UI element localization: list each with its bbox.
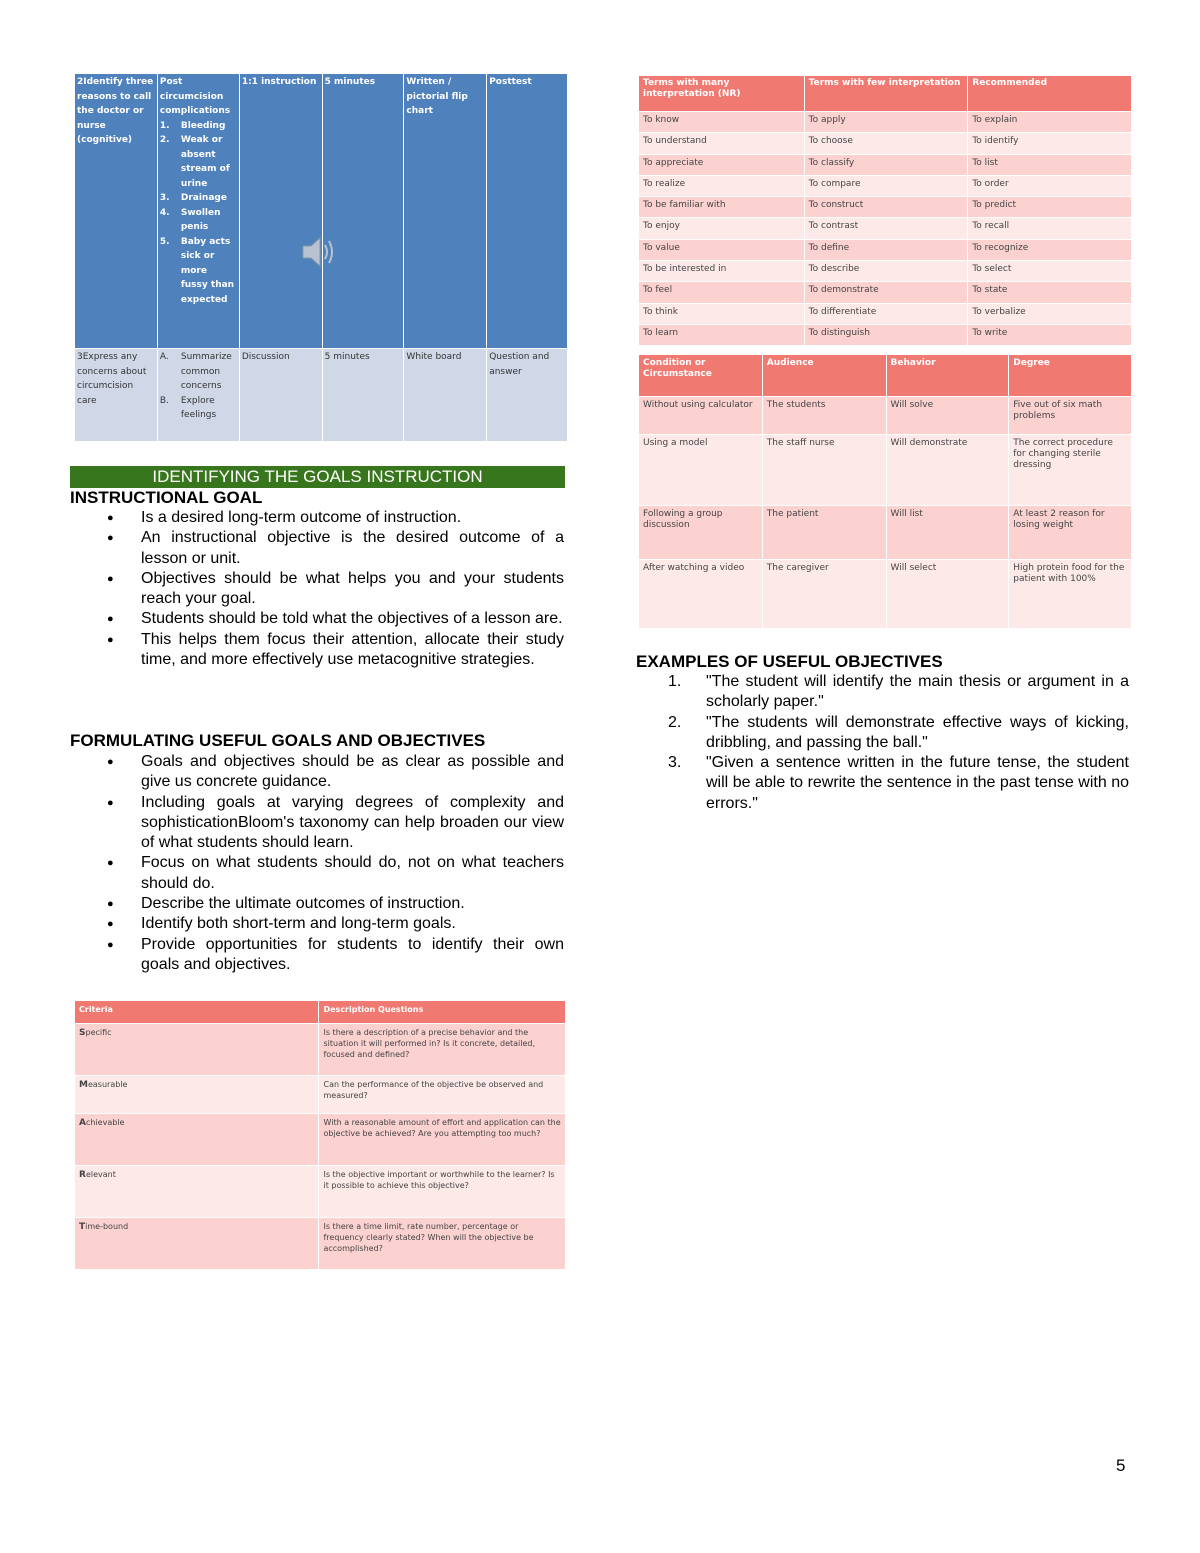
table-cell: To distinguish bbox=[804, 324, 968, 345]
table-cell: To recall bbox=[968, 218, 1132, 239]
table-cell: To verbalize bbox=[968, 303, 1132, 324]
list-item bbox=[160, 394, 237, 423]
list-item: ● An instructional objective is the desired outcome of a lesson or unit. bbox=[70, 528, 564, 569]
column-header: Audience bbox=[762, 355, 886, 397]
list-item: ● Identify both short-term and long-term goals. bbox=[70, 914, 564, 934]
table-cell: After watching a video bbox=[639, 560, 763, 629]
table-header-row bbox=[639, 355, 1132, 397]
table-row bbox=[75, 1218, 566, 1270]
table-cell: Will demonstrate bbox=[886, 435, 1009, 506]
table-cell: To choose bbox=[804, 133, 968, 154]
smart-criteria-table bbox=[74, 1000, 566, 1270]
table-cell: To learn bbox=[639, 324, 805, 345]
table-row bbox=[639, 282, 1132, 303]
lp-content-list bbox=[160, 350, 237, 423]
list-item: ● Is a desired long-term outcome of instruction. bbox=[70, 508, 564, 528]
list-item bbox=[668, 753, 1129, 814]
table-cell: The caregiver bbox=[762, 560, 886, 629]
formulating-list bbox=[70, 752, 564, 975]
list-text: Swollen penis bbox=[180, 207, 221, 232]
instructional-goal-list bbox=[70, 508, 564, 670]
table-cell: To contrast bbox=[804, 218, 968, 239]
list-text: "The student will identify the main thesis or argument in a scholarly paper." bbox=[706, 673, 1129, 711]
table-cell: To be familiar with bbox=[639, 197, 805, 218]
list-item: ● Focus on what students should do, not on what teachers should do. bbox=[70, 853, 564, 894]
lp-content-list bbox=[160, 119, 237, 308]
table-row bbox=[639, 397, 1132, 435]
lp-objective: 2Identify three reasons to call the doctor or nurse (cognitive) bbox=[75, 74, 158, 349]
page-number: 5 bbox=[1116, 1456, 1126, 1475]
lp-method: 1:1 instruction bbox=[239, 74, 322, 349]
table-cell: At least 2 reason for losing weight bbox=[1009, 506, 1132, 560]
column-header: Terms with many interpretation (NR) bbox=[639, 76, 805, 112]
terms-table bbox=[638, 75, 1132, 346]
list-item bbox=[160, 191, 237, 206]
lp-resources: White board bbox=[404, 349, 487, 442]
criteria-rest: pecific bbox=[85, 1028, 112, 1037]
table-cell: The staff nurse bbox=[762, 435, 886, 506]
list-item bbox=[160, 235, 237, 308]
description-cell: With a reasonable amount of effort and application can the objective be achieved? Are you attempting too much? bbox=[319, 1114, 566, 1166]
table-cell: To realize bbox=[639, 175, 805, 196]
list-item: ● This helps them focus their attention, allocate their study time, and more effectively use metacognitive strategies. bbox=[70, 630, 564, 671]
table-cell: To order bbox=[968, 175, 1132, 196]
list-number: 5. bbox=[159, 236, 170, 247]
examples-heading: EXAMPLES OF USEFUL OBJECTIVES bbox=[636, 652, 943, 671]
table-cell: The patient bbox=[762, 506, 886, 560]
criteria-rest: elevant bbox=[85, 1170, 116, 1179]
column-header: Terms with few interpretation bbox=[804, 76, 968, 112]
list-item bbox=[160, 350, 237, 394]
lp-resources: Written / pictorial flip chart bbox=[404, 74, 487, 349]
lp-objective: 3Express any concerns about circumcision care bbox=[75, 349, 158, 442]
criteria-rest: ime-bound bbox=[85, 1222, 129, 1231]
table-cell: To explain bbox=[968, 112, 1132, 133]
criteria-rest: chievable bbox=[85, 1118, 125, 1127]
table-cell: Without using calculator bbox=[639, 397, 763, 435]
table-cell: To classify bbox=[804, 154, 968, 175]
table-row bbox=[639, 112, 1132, 133]
table-cell: To state bbox=[968, 282, 1132, 303]
criteria-initial: M bbox=[79, 1080, 88, 1090]
list-text: Baby acts sick or more fussy than expected bbox=[180, 236, 235, 305]
speaker-icon[interactable] bbox=[300, 234, 340, 270]
list-item: ● Students should be told what the objectives of a lesson are. bbox=[70, 609, 564, 629]
table-cell: To identify bbox=[968, 133, 1132, 154]
list-item: ● Provide opportunities for students to identify their own goals and objectives. bbox=[70, 935, 564, 976]
table-cell: To understand bbox=[639, 133, 805, 154]
table-cell: High protein food for the patient with 100% bbox=[1009, 560, 1132, 629]
table-row bbox=[639, 154, 1132, 175]
table-cell: To compare bbox=[804, 175, 968, 196]
list-text: "The students will demonstrate effective ways of kicking, dribbling, and passing the ball." bbox=[706, 713, 1129, 751]
list-number: 4. bbox=[159, 207, 170, 218]
table-row bbox=[639, 435, 1132, 506]
section-banner: IDENTIFYING THE GOALS INSTRUCTION bbox=[70, 466, 565, 488]
table-row bbox=[639, 218, 1132, 239]
lp-method: Discussion bbox=[239, 349, 322, 442]
abcd-objectives-table bbox=[638, 354, 1132, 629]
table-row bbox=[639, 175, 1132, 196]
table-row bbox=[639, 560, 1132, 629]
column-header: Behavior bbox=[886, 355, 1009, 397]
list-number: 1. bbox=[668, 673, 682, 690]
list-item: ● Objectives should be what helps you and your students reach your goal. bbox=[70, 569, 564, 610]
table-cell: Will select bbox=[886, 560, 1009, 629]
table-header-row bbox=[75, 1001, 566, 1024]
table-cell: To describe bbox=[804, 261, 968, 282]
criteria-initial: S bbox=[79, 1028, 86, 1038]
criteria-initial: A bbox=[79, 1118, 86, 1128]
examples-list bbox=[668, 672, 1129, 814]
table-cell: To appreciate bbox=[639, 154, 805, 175]
lp-content bbox=[157, 74, 239, 349]
list-number: B. bbox=[159, 395, 169, 406]
table-cell: Five out of six math problems bbox=[1009, 397, 1132, 435]
table-row bbox=[639, 506, 1132, 560]
table-cell: To differentiate bbox=[804, 303, 968, 324]
table-row bbox=[639, 324, 1132, 345]
table-cell: To define bbox=[804, 239, 968, 260]
table-cell: To be interested in bbox=[639, 261, 805, 282]
table-cell: To list bbox=[968, 154, 1132, 175]
list-item: ● Describe the ultimate outcomes of instruction. bbox=[70, 894, 564, 914]
lp-time: 5 minutes bbox=[322, 349, 404, 442]
table-cell: To think bbox=[639, 303, 805, 324]
table-cell: To recognize bbox=[968, 239, 1132, 260]
criteria-initial: R bbox=[79, 1170, 86, 1180]
instructional-goal-heading: INSTRUCTIONAL GOAL bbox=[70, 488, 263, 507]
lp-time: 5 minutes bbox=[322, 74, 404, 349]
list-number: 3. bbox=[668, 754, 682, 772]
criteria-cell bbox=[75, 1218, 319, 1270]
list-number: 2. bbox=[159, 135, 170, 145]
table-cell: To feel bbox=[639, 282, 805, 303]
table-header-row bbox=[639, 76, 1132, 112]
table-row bbox=[75, 1114, 566, 1166]
table-cell: To demonstrate bbox=[804, 282, 968, 303]
list-number: 2. bbox=[668, 713, 682, 731]
table-cell: Following a group discussion bbox=[639, 506, 763, 560]
table-cell: To value bbox=[639, 239, 805, 260]
table-cell: Will list bbox=[886, 506, 1009, 560]
table-row bbox=[75, 74, 568, 349]
list-item bbox=[160, 133, 237, 191]
list-item bbox=[160, 206, 237, 235]
table-row bbox=[639, 303, 1132, 324]
table-cell: The correct procedure for changing sterile dressing bbox=[1009, 435, 1132, 506]
table-row bbox=[639, 239, 1132, 260]
list-item: ● Goals and objectives should be as clear as possible and give us concrete guidance. bbox=[70, 752, 564, 793]
lp-content bbox=[157, 349, 239, 442]
list-item bbox=[160, 119, 237, 134]
table-cell: To know bbox=[639, 112, 805, 133]
list-number: A. bbox=[159, 352, 169, 362]
table-row bbox=[639, 261, 1132, 282]
criteria-cell bbox=[75, 1114, 319, 1166]
description-cell: Is there a description of a precise behavior and the situation it will performed in? Is it concrete, detailed, focused and defined? bbox=[319, 1024, 566, 1076]
list-text: Drainage bbox=[180, 193, 227, 203]
criteria-cell bbox=[75, 1166, 319, 1218]
list-text: Explore feelings bbox=[180, 395, 217, 420]
table-cell: To select bbox=[968, 261, 1132, 282]
criteria-cell bbox=[75, 1076, 319, 1114]
description-cell: Is there a time limit, rate number, percentage or frequency clearly stated? When will the objective be accomplished? bbox=[319, 1218, 566, 1270]
list-text: "Given a sentence written in the future tense, the student will be able to rewrite the sentence in the past tense with no errors." bbox=[706, 754, 1129, 812]
table-cell: The students bbox=[762, 397, 886, 435]
table-cell: Using a model bbox=[639, 435, 763, 506]
list-text: Bleeding bbox=[180, 120, 226, 131]
table-row bbox=[75, 1166, 566, 1218]
column-header: Description Questions bbox=[319, 1001, 566, 1024]
table-row bbox=[639, 133, 1132, 154]
lp-content-title: Post circumcision complications bbox=[159, 77, 231, 116]
list-number: 3. bbox=[159, 193, 170, 203]
criteria-initial: T bbox=[79, 1222, 86, 1232]
criteria-rest: easurable bbox=[87, 1080, 128, 1089]
table-cell: To write bbox=[968, 324, 1132, 345]
list-item: ● Including goals at varying degrees of complexity and sophisticationBloom's taxonomy can help broaden our view of what students should learn. bbox=[70, 793, 564, 854]
table-cell: To predict bbox=[968, 197, 1132, 218]
list-text: Summarize common concerns bbox=[180, 352, 232, 391]
list-text: Weak or absent stream of urine bbox=[180, 135, 230, 189]
table-row bbox=[75, 349, 568, 442]
table-cell: To enjoy bbox=[639, 218, 805, 239]
table-cell: To apply bbox=[804, 112, 968, 133]
column-header: Degree bbox=[1009, 355, 1132, 397]
table-row bbox=[75, 1024, 566, 1076]
formulating-heading: FORMULATING USEFUL GOALS AND OBJECTIVES bbox=[70, 731, 486, 750]
table-cell: To construct bbox=[804, 197, 968, 218]
table-row bbox=[639, 197, 1132, 218]
column-header: Condition or Circumstance bbox=[639, 355, 763, 397]
description-cell: Is the objective important or worthwhile to the learner? Is it possible to achieve this objective? bbox=[319, 1166, 566, 1218]
list-number: 1. bbox=[159, 120, 170, 131]
table-row bbox=[75, 1076, 566, 1114]
list-item bbox=[668, 713, 1129, 754]
table-cell: Will solve bbox=[886, 397, 1009, 435]
list-item bbox=[668, 672, 1129, 713]
lp-evaluation: Posttest bbox=[487, 74, 568, 349]
description-cell: Can the performance of the objective be observed and measured? bbox=[319, 1076, 566, 1114]
lp-evaluation: Question and answer bbox=[487, 349, 568, 442]
column-header: Recommended bbox=[968, 76, 1132, 112]
column-header: Criteria bbox=[75, 1001, 319, 1024]
criteria-cell bbox=[75, 1024, 319, 1076]
